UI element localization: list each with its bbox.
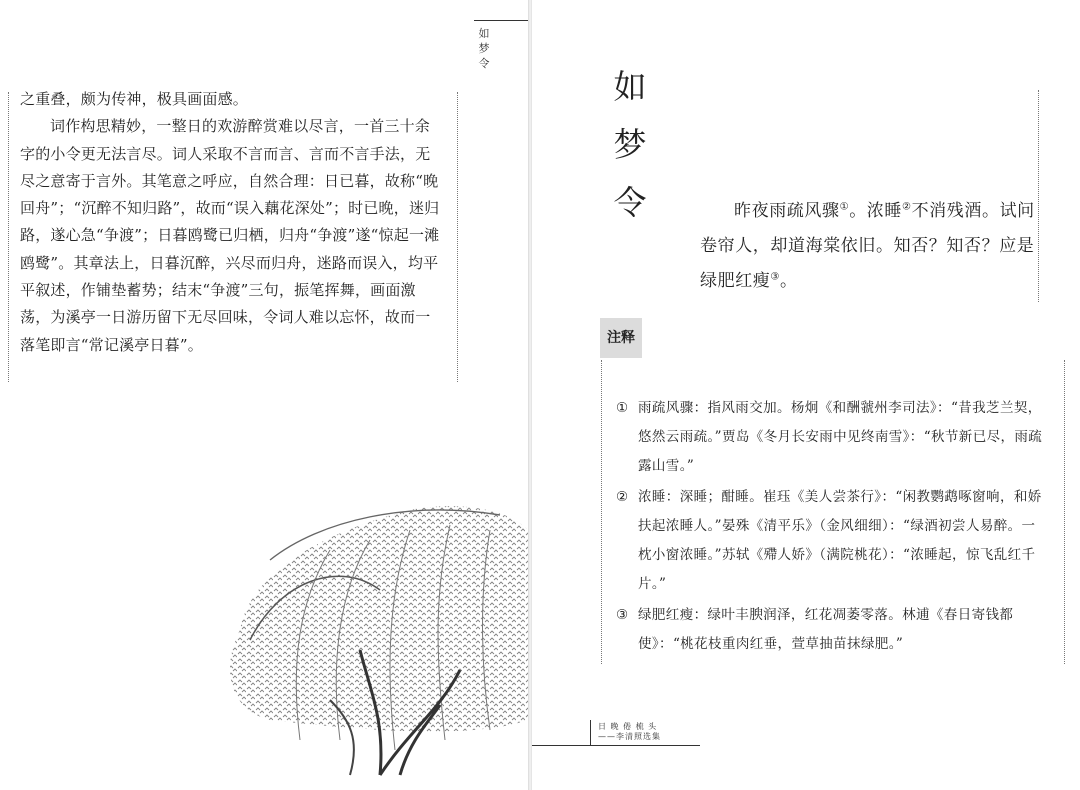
- footnote-marker: ③: [770, 271, 780, 283]
- footnote-marker: ①: [839, 201, 850, 213]
- commentary-paragraph: 词作构思精妙，一整日的欢游醉赏难以尽言，一首三十余字的小令更无法言尽。词人采取不言而言、言而不言手法，无尽之意寄于言外。其笔意之呼应，自然合理：日已暮，故称“晚回舟”；“沉醉不知归路”，故而“误入藕花深处”；时已晚，迷归路，遂心急“争渡”；日暮鸥鹭已归栖，归舟“争渡”遂“惊起一滩鸥鹭”。其章法上，日暮沉醉，兴尽而归舟，迷路而误入，均平平叙述，作铺垫蓄势；结末“争渡”三句，振笔挥舞，画面激荡，为溪亭一日游历留下无尽回味，令词人难以忘怀，故而一落笔即言“常记溪亭日暮”。: [20, 117, 440, 354]
- note-text: 浓睡：深睡；酣睡。崔珏《美人尝茶行》：“闲教鹦鹉啄窗响，和娇扶起浓睡人。”晏殊《清平乐》（金风细细）：“绿酒初尝人易醉。一枕小窗浓睡。”苏轼《殢人娇》（满院桃花）：“浓睡起，惊飞乱红千片。”: [638, 489, 1042, 592]
- note-item: [616, 601, 1044, 659]
- note-number: ③: [616, 607, 629, 623]
- page-footer: [598, 722, 661, 742]
- willow-illustration: [210, 490, 528, 780]
- running-head-rule: [474, 20, 528, 21]
- book-subtitle: ——李清照选集: [598, 732, 661, 741]
- notes-list: [616, 394, 1044, 661]
- dotted-margin-line: [8, 92, 9, 382]
- running-head: 如梦令: [478, 27, 490, 70]
- right-page: [532, 0, 1080, 790]
- commentary-paragraph: 之重叠，颇为传神，极具画面感。: [20, 90, 249, 108]
- footer-rule: [590, 720, 591, 746]
- dotted-margin-line: [601, 360, 602, 664]
- left-page: [0, 0, 528, 790]
- poem-title: 如梦令: [613, 67, 647, 222]
- note-text: 绿肥红瘦：绿叶丰腴润泽，红花凋萎零落。林逋《春日寄钱都使》：“桃花枝重肉红垂，萱草抽苗抹绿肥。”: [638, 607, 1014, 652]
- book-title: 日 晚 倦 梳 头: [598, 722, 658, 731]
- note-text: 雨疏风骤：指风雨交加。杨炯《和酬虢州李司法》：“昔我芝兰契，悠然云雨疏。”贾岛《冬月长安雨中见终南雪》：“秋节新已尽，雨疏露山雪。”: [638, 400, 1043, 474]
- note-item: [616, 483, 1044, 599]
- footnote-marker: ②: [902, 201, 912, 213]
- footer-rule: [532, 745, 700, 746]
- dotted-margin-line: [457, 92, 458, 382]
- poem-body: 昨夜雨疏风骤①。浓睡②不消残酒。试问卷帘人，却道海棠依旧。知否？知否？应是绿肥红瘦③。: [700, 201, 1035, 291]
- notes-label: 注释: [600, 318, 642, 358]
- note-number: ②: [616, 489, 629, 505]
- dotted-margin-line: [1064, 360, 1065, 664]
- note-item: [616, 394, 1044, 481]
- poem-text: [700, 194, 1045, 299]
- note-number: ①: [616, 400, 629, 416]
- commentary-text: [20, 86, 444, 359]
